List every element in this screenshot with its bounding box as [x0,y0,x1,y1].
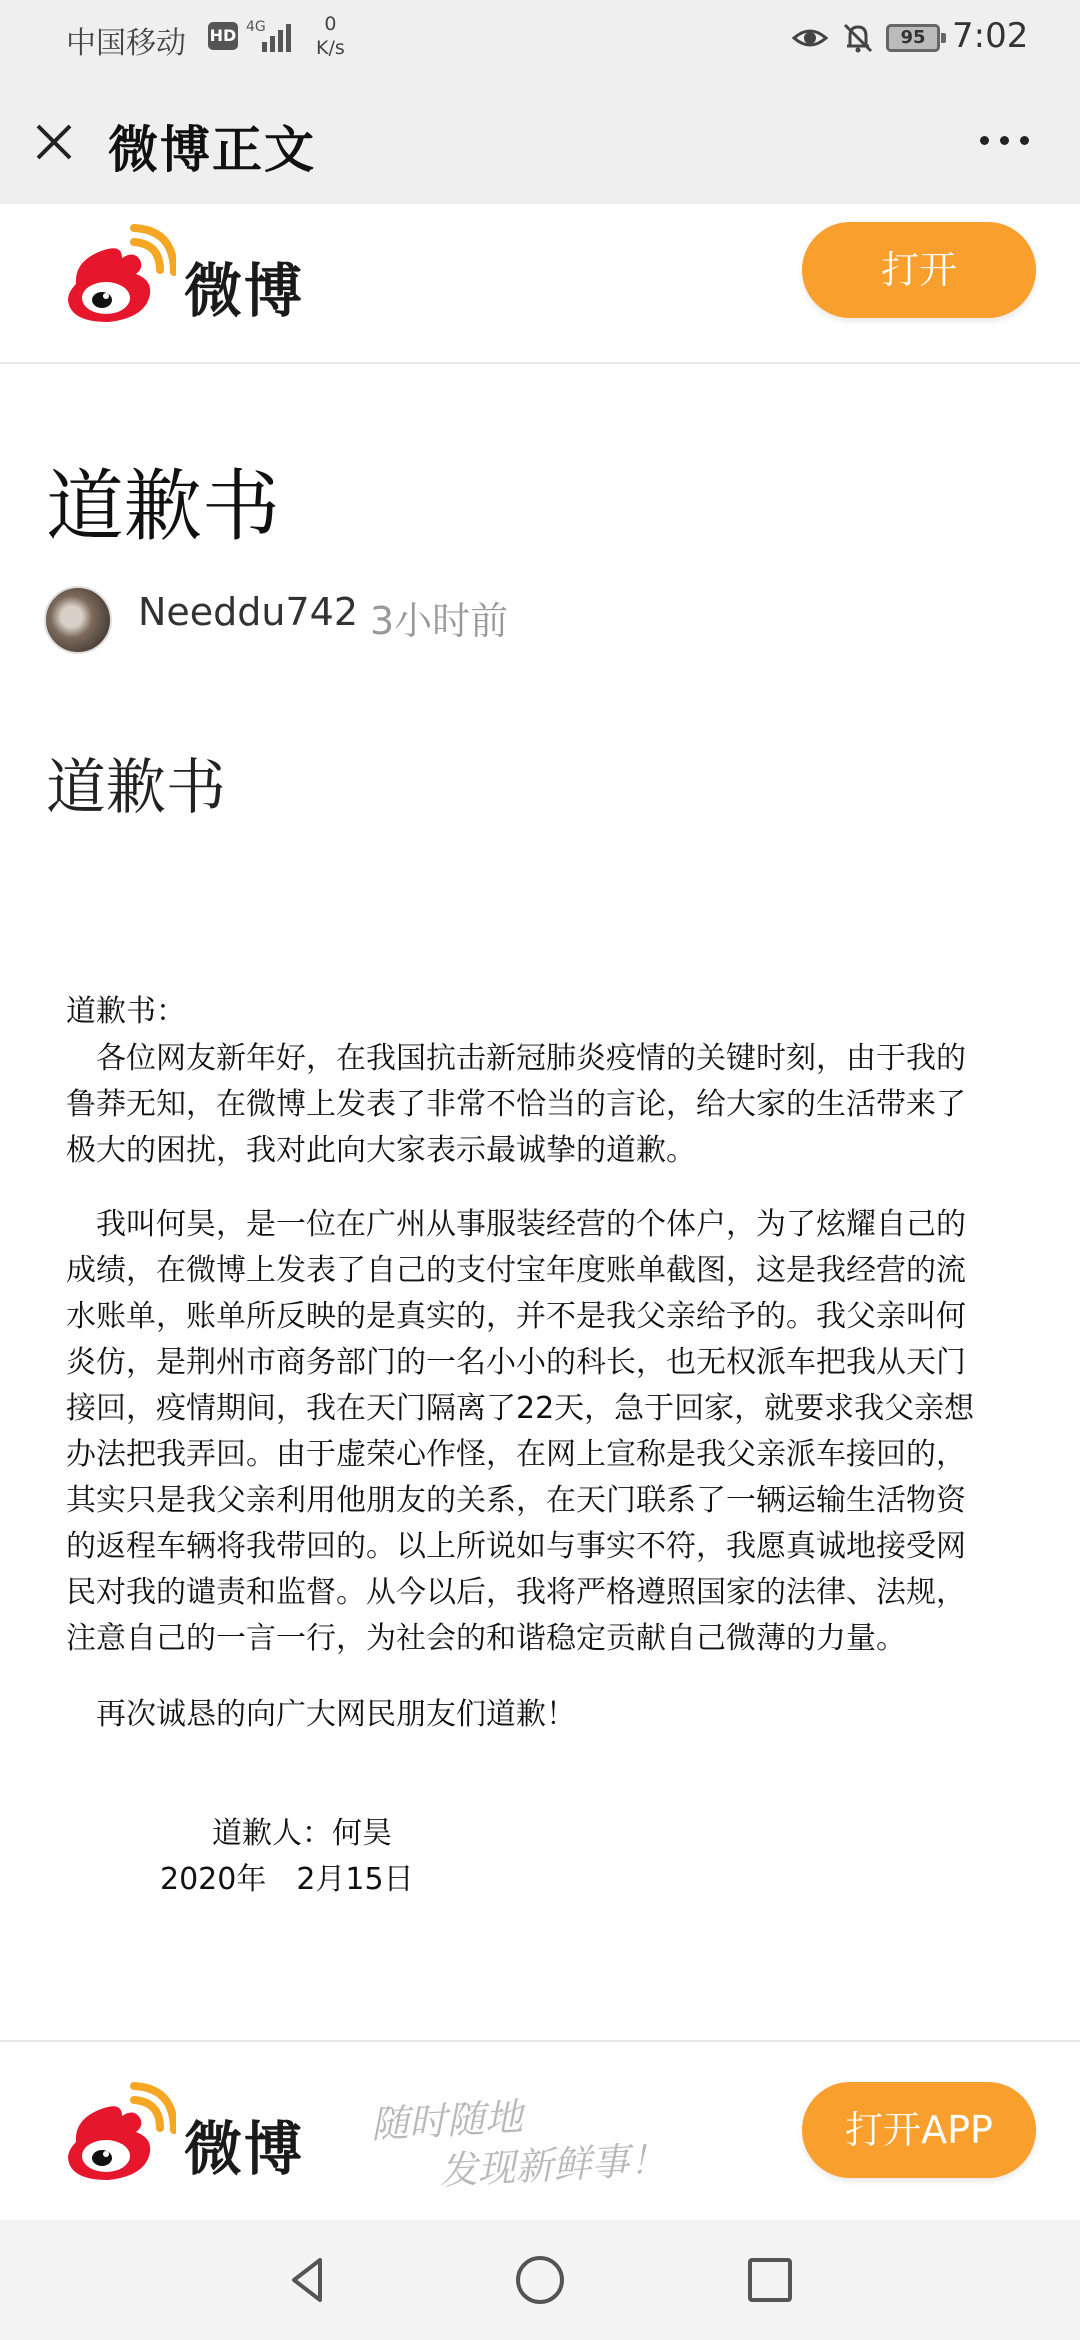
system-nav-bar [0,2220,1080,2340]
clock: 7:02 [952,16,1029,56]
letter-paragraph-2 [66,1202,1006,1662]
letter-line: 接回，疫情期间，我在天门隔离了22天，急于回家，就要求我父亲想 [66,1391,975,1426]
letter-line: 其实只是我父亲利用他朋友的关系，在天门联系了一辆运输生活物资 [66,1483,966,1518]
back-triangle-icon[interactable] [280,2252,336,2308]
author-name[interactable]: Needdu742 [138,590,359,634]
letter-heading: 道歉书： [66,994,186,1029]
open-button[interactable]: 打开 [802,222,1036,318]
avatar[interactable] [44,586,112,654]
page-title: 微博正文 [108,121,316,179]
network-speed [316,12,345,60]
slogan-line-2: 发现新鲜事！ [438,2137,669,2194]
speed-unit: K/s [316,37,345,59]
post-time: 3小时前 [370,599,509,643]
eye-comfort-icon [790,18,830,58]
brand-name: 微博 [184,2115,305,2183]
letter-line: 的返程车辆将我带回的。以上所说如与事实不符，我愿真诚地接受网 [66,1529,966,1564]
letter-line: 极大的困扰，我对此向大家表示最诚挚的道歉。 [66,1133,696,1168]
more-options-icon[interactable] [976,126,1036,156]
letter-line: 水账单，账单所反映的是真实的，并不是我父亲给予的。我父亲叫何 [66,1299,966,1334]
letter-line: 各位网友新年好，在我国抗击新冠肺炎疫情的关键时刻，由于我的 [66,1041,966,1076]
article-subtitle: 道歉书 [46,753,226,823]
hd-badge: HD [208,22,238,50]
recent-square-icon[interactable] [744,2254,796,2306]
signal-icon [262,22,296,52]
slogan-line-1: 随时随地 [369,2094,524,2147]
article-title: 道歉书 [46,462,281,552]
open-app-button[interactable]: 打开APP [802,2082,1036,2178]
letter-date: 2020年 2月15日 [160,1862,414,1897]
weibo-logo-icon [56,2080,176,2192]
speed-value: 0 [324,13,337,35]
letter-line: 再次诚恳的向广大网民朋友们道歉！ [66,1697,576,1732]
brand-name: 微博 [184,257,305,325]
carrier-label: 中国移动 [66,26,186,61]
letter-line: 注意自己的一言一行，为社会的和谐稳定贡献自己微薄的力量。 [66,1621,906,1656]
footer-banner [0,2040,1080,2220]
letter-line: 炎仿，是荆州市商务部门的一名小小的科长，也无权派车把我从天门 [66,1345,966,1380]
mute-bell-icon [838,18,878,58]
weibo-logo-icon [56,222,176,334]
letter-line: 成绩，在微博上发表了自己的支付宝年度账单截图，这是我经营的流 [66,1253,966,1288]
letter-line: 鲁莽无知，在微博上发表了非常不恰当的言论，给大家的生活带来了 [66,1087,966,1122]
network-label: 4G [246,19,266,35]
weibo-header [0,204,1080,364]
status-bar [0,0,1080,80]
home-circle-icon[interactable] [512,2252,568,2308]
battery-icon: 95 [886,24,940,52]
title-bar [0,80,1080,204]
slogan [370,2084,669,2199]
letter-line: 我叫何昊，是一位在广州从事服装经营的个体户，为了炫耀自己的 [66,1207,966,1242]
letter-signer: 道歉人：何昊 [212,1816,392,1851]
letter-paragraph-3 [66,1692,1006,1738]
close-icon[interactable] [30,118,78,166]
letter-line: 办法把我弄回。由于虚荣心作怪，在网上宣称是我父亲派车接回的， [66,1437,966,1472]
letter-line: 民对我的谴责和监督。从今以后，我将严格遵照国家的法律、法规， [66,1575,966,1610]
letter-paragraph-1 [66,1036,1006,1174]
